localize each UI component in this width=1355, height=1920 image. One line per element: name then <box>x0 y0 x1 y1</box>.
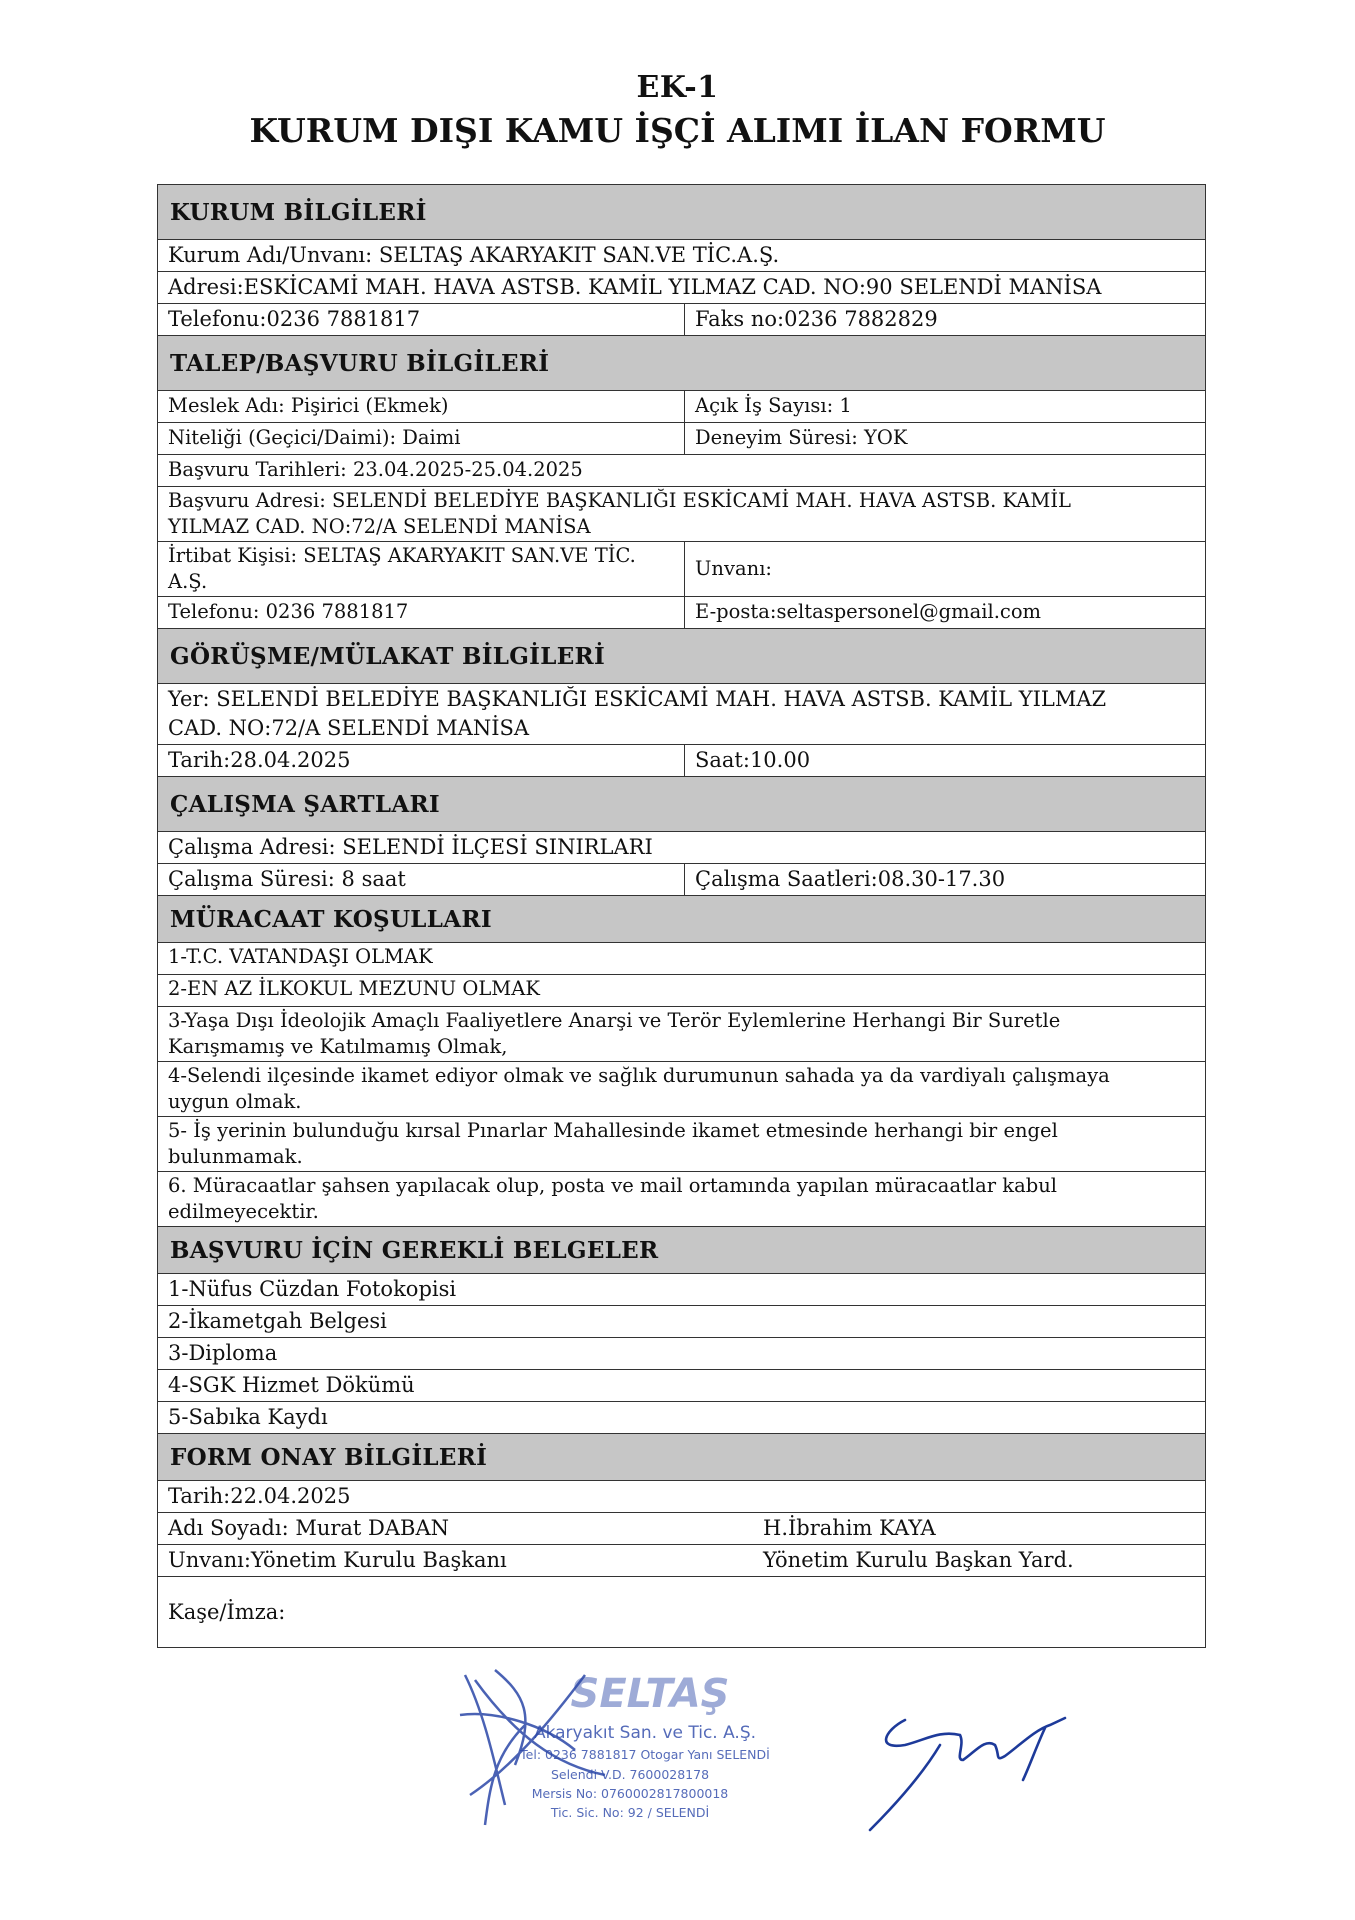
institution-contact-row <box>158 304 1205 336</box>
work-hours: Çalışma Saatleri:08.30-17.30 <box>695 867 1006 891</box>
approval-date: Tarih:22.04.2025 <box>168 1484 351 1508</box>
requirement-item <box>158 975 1205 1006</box>
section-header-interview: GÖRÜŞME/MÜLAKAT BİLGİLERİ <box>158 629 1205 684</box>
requirement-text-continued: edilmeyecektir. <box>168 1200 319 1223</box>
handwritten-signature <box>845 1690 1085 1840</box>
requirement-item <box>158 943 1205 974</box>
work-duration: Çalışma Süresi: 8 saat <box>158 864 685 895</box>
experience-duration: Deneyim Süresi: YOK <box>695 426 908 449</box>
application-address-row <box>158 487 1205 542</box>
contact-person-line2: A.Ş. <box>168 570 208 593</box>
interview-place-line2: CAD. NO:72/A SELENDİ MANİSA <box>168 716 530 740</box>
application-address-line2: YILMAZ CAD. NO:72/A SELENDİ MANİSA <box>168 515 591 538</box>
open-positions: Açık İş Sayısı: 1 <box>695 394 852 417</box>
occupation-name: Meslek Adı: Pişirici (Ekmek) <box>158 391 685 422</box>
interview-datetime-row <box>158 745 1205 777</box>
stamp-line-4: Mersis No: 0760002817800018 <box>531 1786 729 1801</box>
requirement-text: 1-T.C. VATANDAŞI OLMAK <box>168 945 433 968</box>
requirement-row <box>158 943 1205 975</box>
requirement-text: 2-EN AZ İLKOKUL MEZUNU OLMAK <box>168 977 540 1000</box>
document-row <box>158 1402 1205 1434</box>
annex-label: EK-1 <box>636 70 719 105</box>
approver-title-1: Unvanı:Yönetim Kurulu Başkanı <box>168 1548 507 1572</box>
application-address-line1: Başvuru Adresi: SELENDİ BELEDİYE BAŞKANLIĞI ESKİCAMİ MAH. HAVA ASTSB. KAMİL <box>168 489 1071 512</box>
application-address <box>158 487 1205 541</box>
section-header-institution: KURUM BİLGİLERİ <box>158 185 1205 240</box>
document-row <box>158 1306 1205 1338</box>
approval-date-row <box>158 1481 1205 1513</box>
interview-date: Tarih:28.04.2025 <box>158 745 685 776</box>
company-stamp <box>455 1655 815 1855</box>
document-item: 4-SGK Hizmet Dökümü <box>168 1373 415 1397</box>
requirement-item <box>158 1172 1205 1226</box>
application-contact-row <box>158 597 1205 629</box>
form-title: KURUM DIŞI KAMU İŞÇİ ALIMI İLAN FORMU <box>249 111 1106 150</box>
section-header-application: TALEP/BAŞVURU BİLGİLERİ <box>158 336 1205 391</box>
application-dates: Başvuru Tarihleri: 23.04.2025-25.04.2025 <box>168 458 583 481</box>
stamp-brand: SELTAŞ <box>570 1671 730 1717</box>
document-item: 5-Sabıka Kaydı <box>168 1405 328 1429</box>
requirement-row <box>158 1117 1205 1172</box>
contact-person <box>158 542 685 596</box>
announcement-form <box>157 184 1206 1648</box>
requirement-item <box>158 1062 1205 1116</box>
stamp-line-5: Tic. Sic. No: 92 / SELENDİ <box>550 1805 710 1820</box>
requirement-row <box>158 1172 1205 1227</box>
approver-titles <box>158 1545 1205 1576</box>
document-row <box>158 1274 1205 1306</box>
contact-title: Unvanı: <box>695 557 773 580</box>
application-dates-row <box>158 455 1205 487</box>
approver-name-row <box>158 1513 1205 1545</box>
stamp-line-2: Tel: 0236 7881817 Otogar Yanı SELENDİ <box>520 1747 770 1762</box>
stamp-signature-label: Kaşe/İmza: <box>168 1599 286 1624</box>
application-phone: Telefonu: 0236 7881817 <box>158 597 685 628</box>
work-address: Çalışma Adresi: SELENDİ İLÇESİ SINIRLARI <box>168 835 653 859</box>
approver-name-1: Adı Soyadı: Murat DABAN <box>168 1516 449 1540</box>
requirement-text: 4-Selendi ilçesinde ikamet ediyor olmak ve sağlık durumunun sahada ya da vardiyalı çalışmaya <box>168 1064 1110 1087</box>
requirement-text: 3-Yaşa Dışı İdeolojik Amaçlı Faaliyetlere Anarşi ve Terör Eylemlerine Herhangi Bir Suretle <box>168 1009 1061 1032</box>
application-email: E-posta:seltaspersonel@gmail.com <box>695 600 1042 623</box>
section-header-requirements: MÜRACAAT KOŞULLARI <box>158 896 1205 943</box>
section-header-working-conditions: ÇALIŞMA ŞARTLARI <box>158 777 1205 832</box>
stamp-line-1: Akaryakıt San. ve Tic. A.Ş. <box>533 1723 757 1743</box>
approver-title-2: Yönetim Kurulu Başkan Yard. <box>763 1548 1074 1572</box>
institution-name-row <box>158 240 1205 272</box>
nature-row <box>158 423 1205 455</box>
approver-names <box>158 1513 1205 1544</box>
requirement-text: 5- İş yerinin bulunduğu kırsal Pınarlar Mahallesinde ikamet etmesinde herhangi bir engel <box>168 1119 1058 1142</box>
interview-place-row <box>158 684 1205 745</box>
requirement-item <box>158 1117 1205 1171</box>
stamp-line-3: Selendi V.D. 7600028178 <box>550 1767 710 1782</box>
section-header-approval: FORM ONAY BİLGİLERİ <box>158 1434 1205 1481</box>
work-address-row <box>158 832 1205 864</box>
document-row <box>158 1370 1205 1402</box>
requirement-text-continued: uygun olmak. <box>168 1090 302 1113</box>
requirement-row <box>158 975 1205 1007</box>
document-item: 1-Nüfus Cüzdan Fotokopisi <box>168 1277 457 1301</box>
institution-address-row <box>158 272 1205 304</box>
occupation-row <box>158 391 1205 423</box>
contact-person-line1: İrtibat Kişisi: SELTAŞ AKARYAKIT SAN.VE TİC. <box>168 544 636 567</box>
requirement-text: 6. Müracaatlar şahsen yapılacak olup, posta ve mail ortamında yapılan müracaatlar kabul <box>168 1174 1058 1197</box>
document-item: 2-İkametgah Belgesi <box>168 1309 387 1333</box>
requirement-text-continued: bulunmamak. <box>168 1145 303 1168</box>
institution-fax: Faks no:0236 7882829 <box>695 307 938 331</box>
interview-time: Saat:10.00 <box>695 748 811 772</box>
institution-address: Adresi:ESKİCAMİ MAH. HAVA ASTSB. KAMİL YILMAZ CAD. NO:90 SELENDİ MANİSA <box>168 275 1102 299</box>
document-item: 3-Diploma <box>168 1341 278 1365</box>
approver-name-2: H.İbrahim KAYA <box>763 1516 936 1540</box>
approver-title-row <box>158 1545 1205 1577</box>
document-row <box>158 1338 1205 1370</box>
contact-person-row <box>158 542 1205 597</box>
employment-nature: Niteliği (Geçici/Daimi): Daimi <box>158 423 685 454</box>
interview-place <box>158 684 1205 744</box>
interview-place-line1: Yer: SELENDİ BELEDİYE BAŞKANLIĞI ESKİCAMİ MAH. HAVA ASTSB. KAMİL YILMAZ <box>168 687 1107 711</box>
institution-name: Kurum Adı/Unvanı: SELTAŞ AKARYAKIT SAN.VE TİC.A.Ş. <box>168 243 780 267</box>
signature-row <box>158 1577 1205 1647</box>
requirement-row <box>158 1062 1205 1117</box>
requirement-text-continued: Karışmamış ve Katılmamış Olmak, <box>168 1035 508 1058</box>
work-time-row <box>158 864 1205 896</box>
form-title-block <box>0 70 1355 154</box>
requirement-row <box>158 1007 1205 1062</box>
section-header-documents: BAŞVURU İÇİN GEREKLİ BELGELER <box>158 1227 1205 1274</box>
institution-phone: Telefonu:0236 7881817 <box>158 304 685 335</box>
requirement-item <box>158 1007 1205 1061</box>
